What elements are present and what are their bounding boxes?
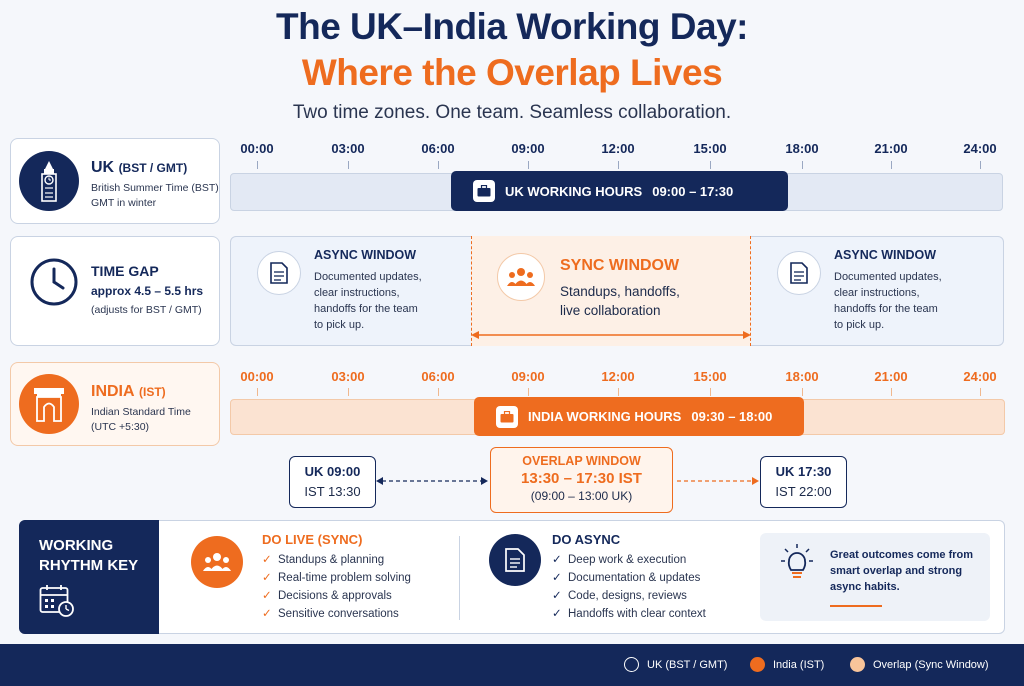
uk-tick-mark <box>618 161 619 169</box>
india-tick-label: 00:00 <box>240 369 274 384</box>
uk-tick-mark <box>802 161 803 169</box>
uk-tick-label: 24:00 <box>963 141 997 156</box>
list-item: ✓ Decisions & approvals <box>262 590 392 602</box>
uk-tick-mark <box>348 161 349 169</box>
briefcase-icon <box>496 406 518 428</box>
overlap-end-ist: IST 22:00 <box>775 484 832 499</box>
rhythm-key-title: WORKING RHYTHM KEY <box>39 537 139 574</box>
uk-tick-mark <box>438 161 439 169</box>
india-tick-mark <box>618 388 619 396</box>
india-working-hours-pill <box>474 397 804 436</box>
india-tick-label: 21:00 <box>874 369 908 384</box>
page-subtitle: Two time zones. One team. Seamless collaboration. <box>292 102 732 123</box>
document-icon <box>777 251 821 295</box>
async-window-left-title: ASYNC WINDOW <box>314 248 417 262</box>
list-item: ✓ Real-time problem solving <box>262 572 411 584</box>
list-item: ✓ Sensitive conversations <box>262 608 399 620</box>
list-item: ✓ Deep work & execution <box>552 554 687 566</box>
uk-description: British Summer Time (BST) GMT in winter <box>91 182 219 209</box>
uk-working-hours-pill <box>451 171 788 211</box>
async-window-left-text: Documented updates, clear instructions, handoffs for the team to pick up. <box>314 271 422 331</box>
overlap-window-box <box>490 447 673 513</box>
overlap-window-ist: 13:30 – 17:30 IST <box>521 470 642 487</box>
india-tick-mark <box>980 388 981 396</box>
team-icon <box>191 536 243 588</box>
uk-tick-mark <box>528 161 529 169</box>
india-tick-mark <box>891 388 892 396</box>
uk-label-card <box>10 138 220 224</box>
india-tick-label: 06:00 <box>421 369 455 384</box>
india-tick-mark <box>257 388 258 396</box>
india-description: Indian Standard Time (UTC +5:30) <box>91 406 191 433</box>
async-window-right-text: Documented updates, clear instructions, handoffs for the team to pick up. <box>834 271 942 331</box>
do-live-list <box>262 551 411 623</box>
tip-text: Great outcomes come from smart overlap and strong async habits. <box>830 549 974 593</box>
uk-tick-mark <box>257 161 258 169</box>
list-item: ✓ Standups & planning <box>262 554 385 566</box>
uk-tick-mark <box>891 161 892 169</box>
overlap-start-box <box>289 456 376 508</box>
india-tick-label: 12:00 <box>601 369 635 384</box>
india-gate-icon <box>19 374 79 434</box>
overlap-end-box <box>760 456 847 508</box>
async-window-right-title: ASYNC WINDOW <box>834 248 937 262</box>
document-icon <box>257 251 301 295</box>
uk-tick-mark <box>980 161 981 169</box>
uk-tick-label: 09:00 <box>511 141 545 156</box>
india-tick-label: 24:00 <box>963 369 997 384</box>
do-async-title: DO ASYNC <box>552 532 621 547</box>
lightbulb-icon <box>780 543 814 588</box>
india-tick-mark <box>802 388 803 396</box>
india-working-hours-value: 09:30 – 18:00 <box>691 409 773 424</box>
legend-overlap-swatch <box>850 657 865 672</box>
india-label-card <box>10 362 220 446</box>
list-item: ✓ Documentation & updates <box>552 572 701 584</box>
document-icon <box>489 534 541 586</box>
uk-tick-label: 06:00 <box>421 141 455 156</box>
overlap-window-title: OVERLAP WINDOW <box>522 454 641 468</box>
divider <box>459 536 460 620</box>
sync-window-text: Standups, handoffs, live collaboration <box>560 284 680 318</box>
page-title: The UK–India Working Day: <box>276 6 748 47</box>
legend-uk: UK (BST / GMT) <box>624 657 727 672</box>
legend-uk-swatch <box>624 657 639 672</box>
list-item: ✓ Code, designs, reviews <box>552 590 687 602</box>
legend-india-swatch <box>750 657 765 672</box>
time-gap-title: TIME GAP <box>91 263 159 279</box>
page-title-highlight: Where the Overlap Lives <box>301 52 723 93</box>
india-title: INDIA (IST) <box>91 383 166 400</box>
list-item: ✓ Handoffs with clear context <box>552 608 706 620</box>
uk-working-hours-value: 09:00 – 17:30 <box>652 183 734 199</box>
time-gap-note: (adjusts for BST / GMT) <box>91 304 202 316</box>
overlap-right-arrow <box>675 476 759 486</box>
sync-window-title: SYNC WINDOW <box>560 257 680 274</box>
legend-india: India (IST) <box>750 657 824 672</box>
uk-tick-label: 21:00 <box>874 141 908 156</box>
india-tick-mark <box>348 388 349 396</box>
legend-overlap: Overlap (Sync Window) <box>850 657 989 672</box>
big-ben-icon <box>19 151 79 211</box>
time-gap-card <box>10 236 220 346</box>
overlap-start-uk: UK 09:00 <box>304 464 361 479</box>
uk-tick-mark <box>710 161 711 169</box>
uk-tick-label: 12:00 <box>601 141 635 156</box>
uk-working-hours-label: UK WORKING HOURS <box>505 183 643 199</box>
uk-tick-label: 15:00 <box>693 141 727 156</box>
sync-window-span-arrow <box>471 329 751 341</box>
briefcase-icon <box>473 180 495 202</box>
india-tick-label: 15:00 <box>693 369 727 384</box>
tip-underline <box>830 605 882 607</box>
clock-icon <box>29 257 79 312</box>
rhythm-key-header <box>19 520 159 634</box>
footer-legend <box>0 644 1024 686</box>
india-working-hours-label: INDIA WORKING HOURS <box>528 409 682 424</box>
overlap-end-uk: UK 17:30 <box>775 464 832 479</box>
india-tick-mark <box>528 388 529 396</box>
overlap-window-uk: (09:00 – 13:00 UK) <box>530 489 633 503</box>
calendar-icon <box>39 584 75 623</box>
uk-tick-label: 03:00 <box>331 141 365 156</box>
overlap-left-arrow <box>376 476 488 486</box>
overlap-start-ist: IST 13:30 <box>304 484 361 499</box>
time-gap-value: approx 4.5 – 5.5 hrs <box>91 284 204 298</box>
tip-box <box>760 533 990 621</box>
india-tick-label: 09:00 <box>511 369 545 384</box>
india-tick-mark <box>438 388 439 396</box>
uk-tick-label: 18:00 <box>785 141 819 156</box>
india-tick-label: 18:00 <box>785 369 819 384</box>
do-live-title: DO LIVE (SYNC) <box>262 532 363 547</box>
uk-tick-label: 00:00 <box>240 141 274 156</box>
india-tick-mark <box>710 388 711 396</box>
do-async-list <box>552 551 706 623</box>
uk-title: UK (BST / GMT) <box>91 159 188 176</box>
team-icon <box>497 253 545 301</box>
india-tick-label: 03:00 <box>331 369 365 384</box>
